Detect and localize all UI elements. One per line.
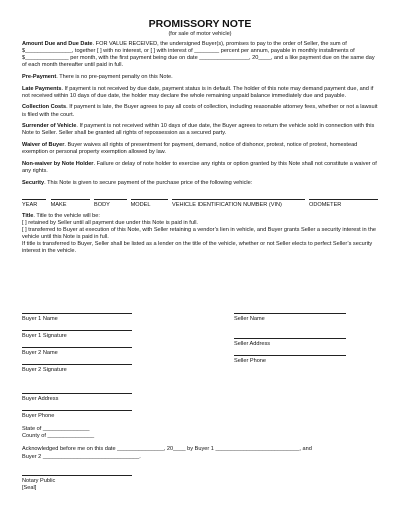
late-payments-text: . If payment is not received by due date, payment status is in default. The holder of this note may demand payment due, and if not received within 10 days of due date, the holder may declare the whole remaining unpaid balance immediately due and payable.: [22, 85, 374, 99]
surrender-paragraph: [22, 123, 378, 137]
non-waiver-paragraph: [22, 161, 378, 175]
security-paragraph: [22, 180, 378, 187]
buyer2-name-label: Buyer 2 Name: [22, 347, 132, 357]
vehicle-vin-field[interactable]: VEHICLE IDENTIFICATION NUMBER (VIN): [172, 199, 305, 208]
amount-due-text: . FOR VALUE RECEIVED, the undersigned Buyer(s), promises to pay to the order of Seller, the sum of $_______________, together [ ] with no interest, or [ ] with interest of ________ percent per annum, payable in monthly installments of $______________ per month, with the first payment being due on date ________________, 20____, and a like payment due on the same day of each month thereafter until paid in full.: [22, 41, 375, 69]
buyer1-signature-label: Buyer 1 Signature: [22, 330, 132, 340]
buyer2-signature-line[interactable]: [22, 364, 132, 374]
buyer-address-label: Buyer Address: [22, 393, 132, 403]
buyer1-name-line[interactable]: [22, 313, 132, 323]
late-payments-heading: Late Payments: [22, 85, 62, 92]
collection-costs-text: . If payment is late, the Buyer agrees to pay all costs of collection, including reasonable attorney fees, whether or not a lawsuit is filed with the court.: [22, 104, 378, 118]
buyer-address-line[interactable]: [22, 393, 132, 403]
buyer1-name-label: Buyer 1 Name: [22, 313, 132, 323]
vehicle-model-field[interactable]: MODEL: [131, 199, 168, 208]
prepayment-text: . There is no pre-payment penalty on this Note.: [56, 73, 173, 80]
waiver-text: . Buyer waives all rights of presentment for payment, demand, notice of dishonor, protest, notice of protest, homestead exemption or personal property exemption allowed by law.: [22, 142, 358, 156]
buyer2-signature-label: Buyer 2 Signature: [22, 364, 132, 374]
seller-phone-label: Seller Phone: [234, 355, 346, 365]
vehicle-body-field[interactable]: BODY: [94, 199, 127, 208]
security-heading: Security: [22, 179, 45, 186]
title-option-transferred[interactable]: [ ] transferred to Buyer at execution of this Note, with Seller retaining a vendor’s lien in vehicle, and Buyer grants Seller a security interest in the vehicle until this Note is paid in full.: [22, 226, 376, 240]
vehicle-fields-row: [22, 199, 378, 208]
collection-costs-heading: Collection Costs: [22, 104, 67, 111]
surrender-heading: Surrender of Vehicle: [22, 123, 77, 130]
prepayment-paragraph: [22, 74, 378, 81]
notary-acknowledgement-line1[interactable]: Acknowledged before me on this date _______________, 20____ by Buyer 1 ___________________________, and: [22, 446, 312, 452]
seller-name-line[interactable]: [234, 313, 346, 323]
buyer2-name-line[interactable]: [22, 347, 132, 357]
vehicle-odometer-field[interactable]: ODOMETER: [309, 199, 378, 208]
title-section: [22, 213, 378, 256]
buyer-phone-line[interactable]: [22, 410, 132, 420]
title-heading: Title: [22, 212, 34, 219]
vehicle-year-field[interactable]: YEAR: [22, 199, 46, 208]
amount-due-paragraph: [22, 41, 378, 69]
buyer-phone-label: Buyer Phone: [22, 410, 132, 420]
notary-acknowledgement-line2[interactable]: Buyer 2 _______________________________.: [22, 454, 141, 460]
waiver-heading: Waiver of Buyer: [22, 142, 65, 148]
title-option-retained[interactable]: [ ] retained by Seller until all payment due under this Note is paid in full.: [22, 219, 198, 226]
notary-state-line[interactable]: State of _______________: [22, 426, 90, 432]
title-intro: [22, 213, 378, 220]
document-title: PROMISSORY NOTE: [148, 18, 252, 30]
title-intro-text: . Title to the vehicle will be:: [33, 212, 100, 219]
vehicle-make-field[interactable]: MAKE: [51, 199, 90, 208]
document-subtitle: (for sale of motor vehicle): [168, 31, 232, 37]
late-payments-paragraph: [22, 86, 378, 100]
seller-name-label: Seller Name: [234, 313, 346, 323]
security-text: . This Note is given to secure payment of the purchase price of the following vehicle:: [44, 179, 253, 186]
notary-signature-line[interactable]: [22, 475, 132, 485]
buyer1-signature-line[interactable]: [22, 330, 132, 340]
prepayment-heading: Pre-Payment: [22, 73, 57, 80]
non-waiver-heading: Non-waiver by Note Holder: [22, 160, 94, 167]
notary-seal-label: [Seal]: [22, 485, 37, 491]
notary-county-line[interactable]: County of _______________: [22, 433, 95, 439]
waiver-paragraph: [22, 142, 378, 156]
surrender-text: . If payment is not received within 10 days of due date, the Buyer agrees to return the vehicle sold in connection with this Note to Seller. Seller shall be granted all rights of repossession as a secured party.: [22, 123, 375, 137]
title-note: If title is transferred to Buyer, Seller shall be listed as a lender on the title of the vehicle, whether or not Seller elects to perfect Seller’s security interest in the vehicle.: [22, 241, 373, 255]
non-waiver-text: . Failure or delay of note holder to exercise any rights or option granted by this Note shall not constitute a waiver of any rights.: [22, 160, 377, 174]
collection-costs-paragraph: [22, 104, 378, 118]
seller-phone-line[interactable]: [234, 355, 346, 365]
seller-address-label: Seller Address: [234, 338, 346, 348]
notary-public-label: Notary Public: [22, 475, 132, 485]
amount-due-heading: Amount Due and Due Date: [22, 41, 93, 47]
seller-address-line[interactable]: [234, 338, 346, 348]
